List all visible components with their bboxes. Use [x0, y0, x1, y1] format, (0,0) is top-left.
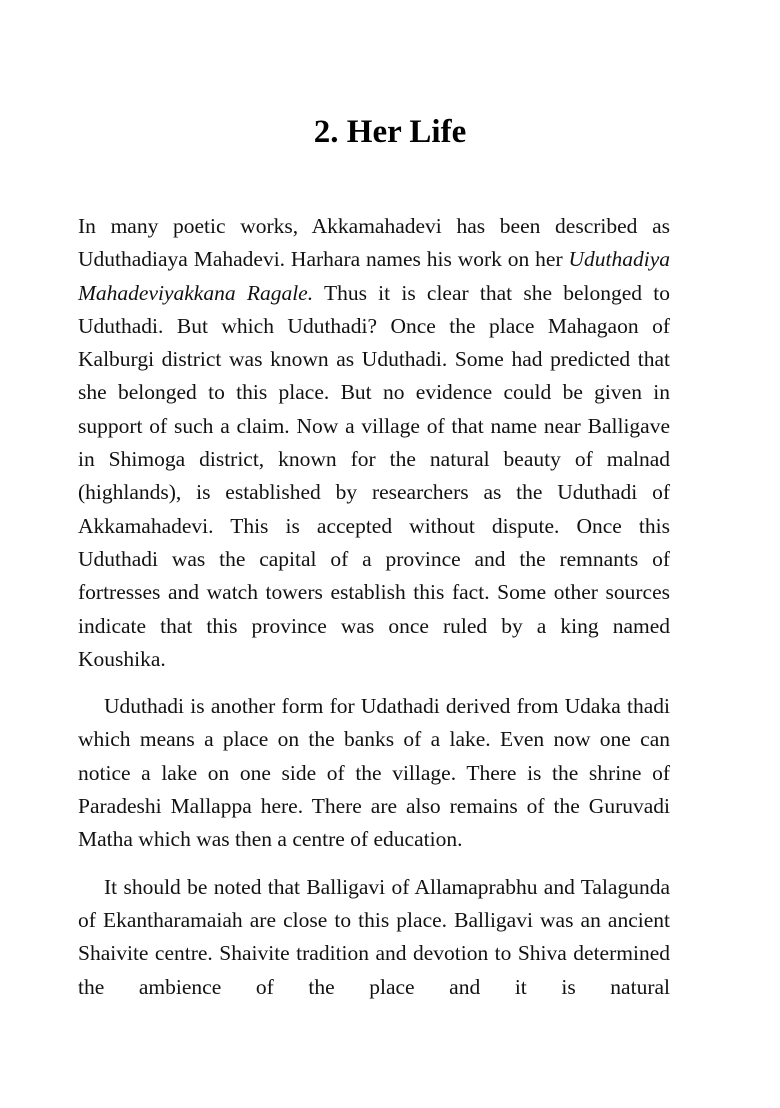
paragraph-3: It should be noted that Balligavi of Allamaprabhu and Talagunda of Ekantharamaiah are close to this place. Balligavi was an ancient Shaivite centre. Shaivite tradition and devotion to Shiva determined the ambience of the place and it is natural	[78, 874, 670, 999]
book-title-italic: Uduthadiya Mahadeviyakkana Ragale.	[78, 247, 670, 305]
paragraph-2: Uduthadi is another form for Udathadi derived from Udaka thadi which means a place on the banks of a lake. Even now one can notice a lake on one side of the village. There is the shrine of Paradeshi Mallappa here. There are also remains of the Guruvadi Matha which was then a centre of education.	[78, 694, 670, 852]
chapter-title: 2. Her Life	[313, 114, 467, 150]
paragraph-1-text-start: In many poetic works, Akkamahadevi has been described as Uduthadiaya Mahadevi. Harhara names his work on her	[78, 214, 670, 272]
paragraph-1	[78, 210, 670, 676]
body-text	[78, 210, 670, 1018]
paragraph-1-text-end: Thus it is clear that she belonged to Uduthadi. But which Uduthadi? Once the place Mahagaon of Kalburgi district was known as Uduthadi. Some had predicted that she belonged to this place. But no evidence could be given in support of such a claim. Now a village of that name near Balligave in Shimoga district, known for the natural beauty of malnad (highlands), is established by researchers as the Uduthadi of Akkamahadevi. This is accepted without dispute. Once this Uduthadi was the capital of a province and the remnants of fortresses and watch towers establish this fact. Some other sources indicate that this province was once ruled by a king named Koushika.	[78, 280, 671, 671]
